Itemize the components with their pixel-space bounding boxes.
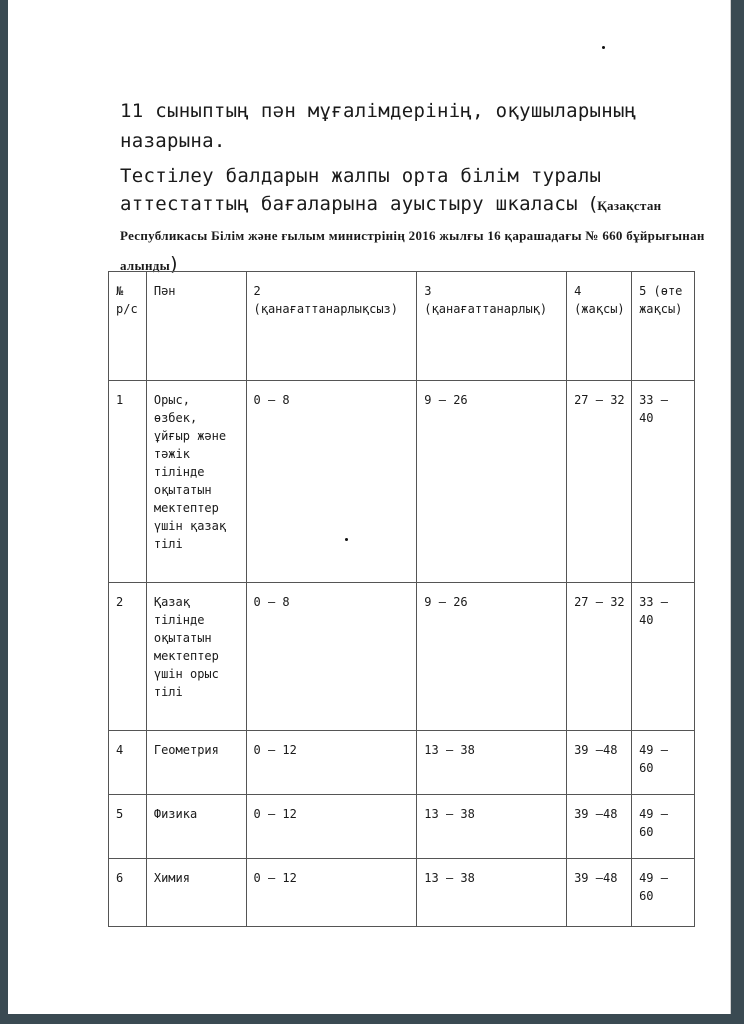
stray-mark: [602, 46, 605, 49]
grade-4-range: 27 – 32: [567, 381, 632, 583]
grade-5-range: 33 – 40: [632, 583, 695, 731]
grade-4-range: 27 – 32: [567, 583, 632, 731]
subject-cell: Геометрия: [146, 731, 246, 795]
grade-2-range: 0 – 8: [246, 583, 417, 731]
grade-4-range: 39 –48: [567, 731, 632, 795]
grade-5-range: 49 – 60: [632, 731, 695, 795]
table-row: [109, 859, 695, 927]
notice-heading: 11 сыныптың пән мұғалімдерінің, оқушыларының назарына.: [120, 100, 637, 152]
grade-4-range: 39 –48: [567, 859, 632, 927]
table-row: [109, 583, 695, 731]
grade-3-range: 13 – 38: [417, 731, 567, 795]
grade-2-range: 0 – 12: [246, 731, 417, 795]
subject-cell: Физика: [146, 795, 246, 859]
grade-conversion-table: [108, 271, 695, 927]
grade-2-range: 0 – 8: [246, 381, 417, 583]
grade-5-range: 49 – 60: [632, 859, 695, 927]
grade-4-range: 39 –48: [567, 795, 632, 859]
subject-cell: Химия: [146, 859, 246, 927]
row-number: 1: [109, 381, 147, 583]
table-row: [109, 731, 695, 795]
source-open-paren: (: [589, 193, 598, 215]
table-header-row: [109, 272, 695, 381]
grade-2-range: 0 – 12: [246, 859, 417, 927]
header-cell: Пән: [146, 272, 246, 381]
scale-title: [120, 162, 720, 280]
header-cell: 5 (өте жақсы): [632, 272, 695, 381]
table-row: [109, 381, 695, 583]
row-number: 5: [109, 795, 147, 859]
row-number: 4: [109, 731, 147, 795]
source-close-paren: ): [170, 253, 178, 275]
row-number: 2: [109, 583, 147, 731]
grade-2-range: 0 – 12: [246, 795, 417, 859]
header-cell: 3 (қанағаттанарлық): [417, 272, 567, 381]
document-page: [8, 0, 731, 1014]
header-cell: 4 (жақсы): [567, 272, 632, 381]
source-note: Қазақстан Республикасы Білім және ғылым министрінің 2016 жылғы 16 қарашадағы № 660 бұйрығынан алынды: [120, 198, 705, 273]
grade-3-range: 13 – 38: [417, 859, 567, 927]
row-number: 6: [109, 859, 147, 927]
grade-3-range: 9 – 26: [417, 381, 567, 583]
subject-cell: Орыс, өзбек, ұйғыр және тәжік тілінде оқытатын мектептер үшін қазақ тілі: [146, 381, 246, 583]
subject-cell: Қазақ тілінде оқытатын мектептер үшін орыс тілі: [146, 583, 246, 731]
grade-5-range: 33 – 40: [632, 381, 695, 583]
grade-3-range: 13 – 38: [417, 795, 567, 859]
table-row: [109, 795, 695, 859]
scale-title-text: Тестілеу балдарын жалпы орта білім туралы аттестаттың бағаларына ауыстыру шкаласы: [120, 165, 602, 215]
stray-mark: [345, 538, 348, 541]
grade-3-range: 9 – 26: [417, 583, 567, 731]
header-cell: № р/с: [109, 272, 147, 381]
grade-5-range: 49 – 60: [632, 795, 695, 859]
header-cell: 2 (қанағаттанарлықсыз): [246, 272, 417, 381]
